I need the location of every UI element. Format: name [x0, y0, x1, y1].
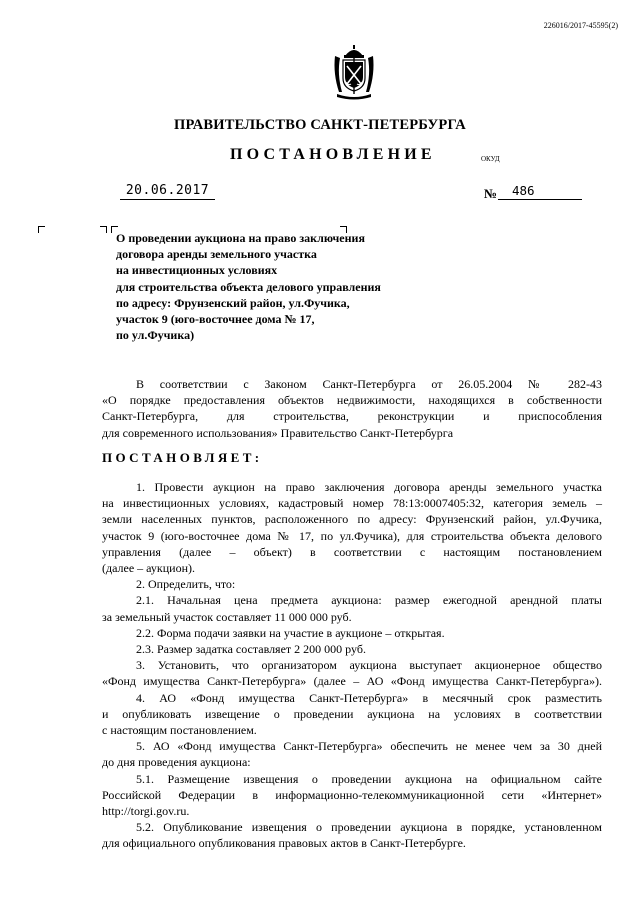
body-line: 2.2. Форма подачи заявки на участие в аукционе – открытая.	[136, 625, 445, 640]
subject-line: договора аренды земельного участка	[116, 247, 317, 262]
document-date: 20.06.2017	[120, 183, 215, 200]
document-number: 486	[498, 183, 582, 200]
subject-line: участок 9 (юго-восточнее дома № 17,	[116, 312, 315, 327]
preamble-line: для современного использования» Правительство Санкт-Петербурга	[102, 425, 454, 440]
subject-line: по адресу: Фрунзенский район, ул.Фучика,	[116, 295, 350, 310]
document-title: ПОСТАНОВЛЕНИЕ	[230, 146, 436, 163]
body-line: (далее – аукцион).	[102, 561, 195, 576]
document-subject	[116, 230, 416, 343]
body-line: 5. АО «Фонд имущества Санкт-Петербурга» обеспечить не менее чем за 30 дней	[136, 739, 602, 754]
body-line: на инвестиционных условиях, кадастровый номер 78:13:0007405:32, категория земель –	[102, 496, 602, 511]
organization-name: ПРАВИТЕЛЬСТВО САНКТ-ПЕТЕРБУРГА	[174, 117, 466, 133]
body-line: 5.2. Опубликование извещения о проведении аукциона в порядке, установленном	[136, 820, 602, 835]
body-line: 3. Установить, что организатором аукциона выступает акционерное общество	[136, 658, 602, 673]
body-line: земли населенных пунктов, расположенного по адресу: Фрунзенский район, ул.Фучика,	[102, 512, 602, 527]
body-line: с настоящим постановлением.	[102, 723, 257, 738]
body-line: 2. Определить, что:	[136, 577, 236, 592]
preamble-line: «О порядке предоставления объектов недвижимости, находящихся в собственности	[102, 393, 602, 408]
number-label: №	[484, 186, 498, 201]
body-line: 5.1. Размещение извещения о проведении аукциона на официальном сайте	[136, 771, 602, 786]
body-line: до дня проведения аукциона:	[102, 755, 251, 770]
okud-label: ОКУД	[481, 155, 500, 163]
body-line: за земельный участок составляет 11 000 000 руб.	[102, 609, 352, 624]
subject-line: О проведении аукциона на право заключения	[116, 231, 365, 245]
preamble-line: В соответствии с Законом Санкт-Петербурга от 26.05.2004 № 282-43	[136, 377, 602, 391]
preamble	[102, 376, 602, 441]
body-line: управления (далее – объект) в соответствии с настоящим постановлением	[102, 544, 602, 559]
subject-line: на инвестиционных условиях	[116, 263, 278, 278]
body-line: «Фонд имущества Санкт-Петербурга» (далее – АО «Фонд имущества Санкт-Петербурга»).	[102, 674, 602, 689]
document-reference-number: 226016/2017-45595(2)	[543, 21, 618, 30]
document-body	[102, 479, 602, 852]
body-line: http://torgi.gov.ru.	[102, 804, 190, 819]
body-line: и опубликовать извещение о проведении аукциона на условиях в соответствии	[102, 706, 602, 721]
subject-line: для строительства объекта делового управления	[116, 279, 381, 294]
registration-corner-mark	[100, 226, 107, 233]
body-line: 2.1. Начальная цена предмета аукциона: размер ежегодной арендной платы	[136, 593, 602, 608]
subject-line: по ул.Фучика)	[116, 328, 195, 343]
registration-corner-mark	[38, 226, 45, 233]
body-line: 1. Провести аукцион на право заключения договора аренды земельного участка	[136, 480, 602, 494]
decree-heading: ПОСТАНОВЛЯЕТ:	[102, 450, 263, 465]
coat-of-arms-icon	[333, 44, 375, 100]
body-line: Российской Федерации в информационно-телекоммуникационной сети «Интернет»	[102, 787, 602, 802]
preamble-line: Санкт-Петербурга, для строительства, реконструкции и приспособления	[102, 409, 602, 424]
body-line: для официального опубликования правовых актов в Санкт-Петербурге.	[102, 836, 466, 851]
body-line: 2.3. Размер задатка составляет 2 200 000 руб.	[136, 642, 366, 657]
body-line: участок 9 (юго-восточнее дома № 17, по ул.Фучика), для строительства объекта делового	[102, 528, 602, 543]
body-line: 4. АО «Фонд имущества Санкт-Петербурга» в месячный срок разместить	[136, 690, 602, 705]
